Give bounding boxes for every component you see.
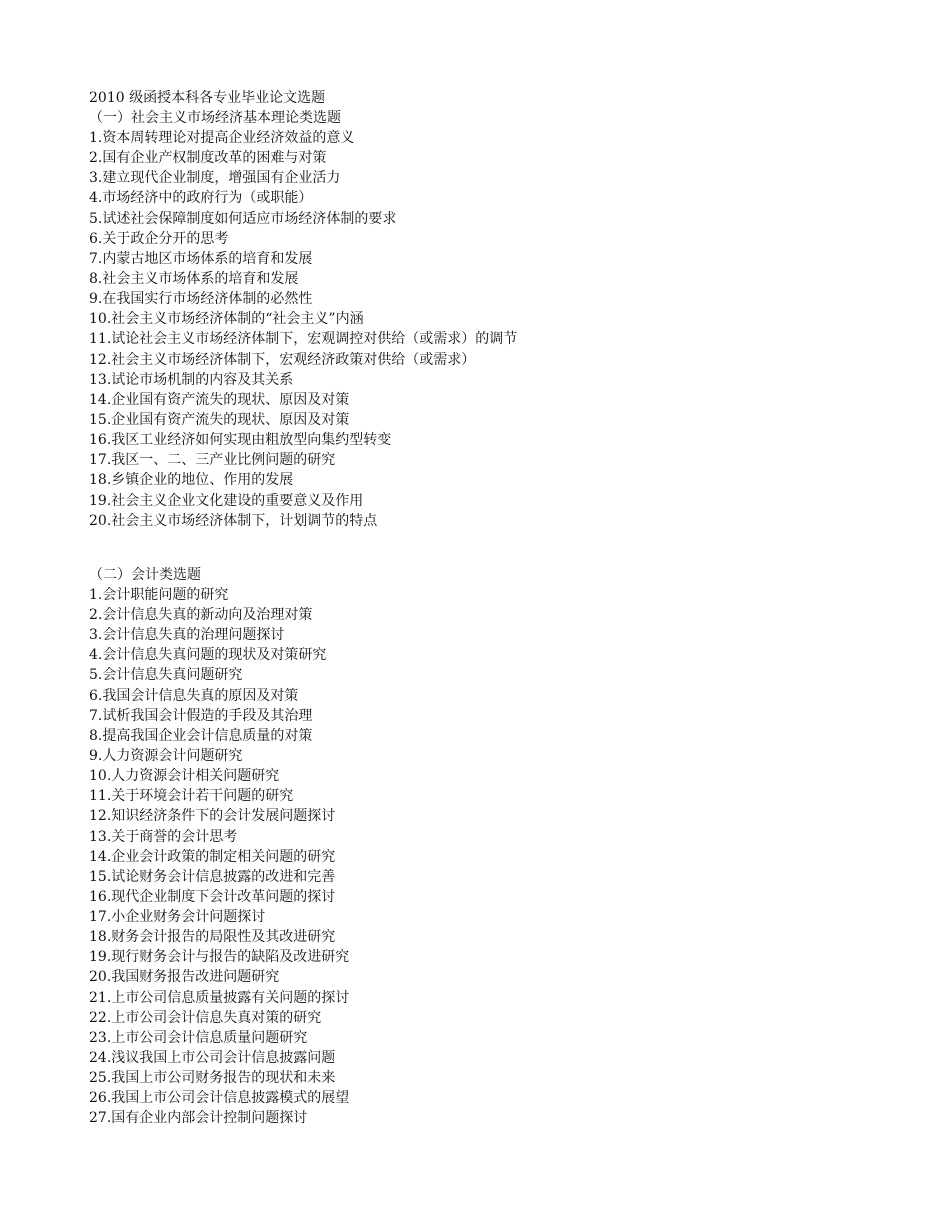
list-item: 10.社会主义市场经济体制的“社会主义”内涵 bbox=[89, 311, 364, 328]
list-item: 2.国有企业产权制度改革的困难与对策 bbox=[89, 150, 327, 167]
list-item: 9.在我国实行市场经济体制的必然性 bbox=[89, 291, 313, 308]
list-item: 4.市场经济中的政府行为（或职能） bbox=[89, 190, 313, 207]
list-item: 18.财务会计报告的局限性及其改进研究 bbox=[89, 929, 336, 946]
list-item: 2.会计信息失真的新动向及治理对策 bbox=[89, 606, 313, 623]
list-item: 1.会计职能问题的研究 bbox=[89, 586, 229, 603]
list-item: 8.社会主义市场体系的培育和发展 bbox=[89, 270, 299, 287]
list-item: 21.上市公司信息质量披露有关问题的探讨 bbox=[89, 989, 350, 1006]
list-item: 20.我国财务报告改进问题研究 bbox=[89, 969, 280, 986]
list-item: 19.社会主义企业文化建设的重要意义及作用 bbox=[89, 492, 364, 509]
list-item: 1.资本周转理论对提高企业经济效益的意义 bbox=[89, 130, 355, 146]
list-item: 18.乡镇企业的地位、作用的发展 bbox=[89, 472, 294, 489]
list-item: 16.我区工业经济如何实现由粗放型向集约型转变 bbox=[89, 432, 392, 449]
list-item: 4.会计信息失真问题的现状及对策研究 bbox=[89, 647, 327, 664]
list-item: 6.我国会计信息失真的原因及对策 bbox=[89, 687, 299, 704]
document-page bbox=[89, 88, 909, 1129]
list-item: 12.知识经济条件下的会计发展问题探讨 bbox=[89, 808, 336, 825]
list-item: 24.浅议我国上市公司会计信息披露问题 bbox=[89, 1050, 336, 1067]
list-item: 15.试论财务会计信息披露的改进和完善 bbox=[89, 868, 336, 885]
document-title: 2010 级函授本科各专业毕业论文选题 bbox=[89, 90, 326, 106]
list-item: 8.提高我国企业会计信息质量的对策 bbox=[89, 727, 313, 744]
list-item: 23.上市公司会计信息质量问题研究 bbox=[89, 1029, 308, 1046]
list-item: 5.试述社会保障制度如何适应市场经济体制的要求 bbox=[89, 210, 397, 227]
list-item: 12.社会主义市场经济体制下，宏观经济政策对供给（或需求） bbox=[89, 351, 476, 368]
list-item: 6.关于政企分开的思考 bbox=[89, 230, 229, 247]
list-item: 11.关于环境会计若干问题的研究 bbox=[89, 788, 294, 805]
list-item: 14.企业会计政策的制定相关问题的研究 bbox=[89, 848, 336, 865]
list-item: 3.会计信息失真的治理问题探讨 bbox=[89, 627, 285, 644]
list-item: 17.我区一、二、三产业比例问题的研究 bbox=[89, 452, 336, 469]
list-item: 3.建立现代企业制度，增强国有企业活力 bbox=[89, 170, 341, 187]
list-item: 27.国有企业内部会计控制问题探讨 bbox=[89, 1110, 308, 1127]
list-item: 7.试析我国会计假造的手段及其治理 bbox=[89, 707, 313, 724]
list-item: 10.人力资源会计相关问题研究 bbox=[89, 768, 280, 785]
list-item: 7.内蒙古地区市场体系的培育和发展 bbox=[89, 250, 313, 267]
list-item: 20.社会主义市场经济体制下，计划调节的特点 bbox=[89, 512, 378, 529]
list-item: 16.现代企业制度下会计改革问题的探讨 bbox=[89, 888, 336, 905]
list-item: 14.企业国有资产流失的现状、原因及对策 bbox=[89, 391, 350, 408]
list-item: 13.关于商誉的会计思考 bbox=[89, 828, 238, 845]
section-spacer bbox=[89, 531, 909, 565]
section-2 bbox=[89, 565, 909, 1129]
list-item: 11.试论社会主义市场经济体制下，宏观调控对供给（或需求）的调节 bbox=[89, 331, 518, 348]
list-item: 17.小企业财务会计问题探讨 bbox=[89, 909, 266, 926]
list-item: 22.上市公司会计信息失真对策的研究 bbox=[89, 1009, 322, 1026]
section-heading: （二）会计类选题 bbox=[89, 566, 201, 583]
section-heading: （一）社会主义市场经济基本理论类选题 bbox=[89, 110, 341, 126]
section-1 bbox=[89, 108, 909, 531]
list-item: 9.人力资源会计问题研究 bbox=[89, 747, 243, 764]
list-item: 26.我国上市公司会计信息披露模式的展望 bbox=[89, 1090, 350, 1107]
list-item: 25.我国上市公司财务报告的现状和未来 bbox=[89, 1070, 336, 1087]
list-item: 5.会计信息失真问题研究 bbox=[89, 667, 243, 684]
list-item: 15.企业国有资产流失的现状、原因及对策 bbox=[89, 411, 350, 428]
list-item: 19.现行财务会计与报告的缺陷及改进研究 bbox=[89, 949, 350, 966]
list-item: 13.试论市场机制的内容及其关系 bbox=[89, 371, 294, 388]
